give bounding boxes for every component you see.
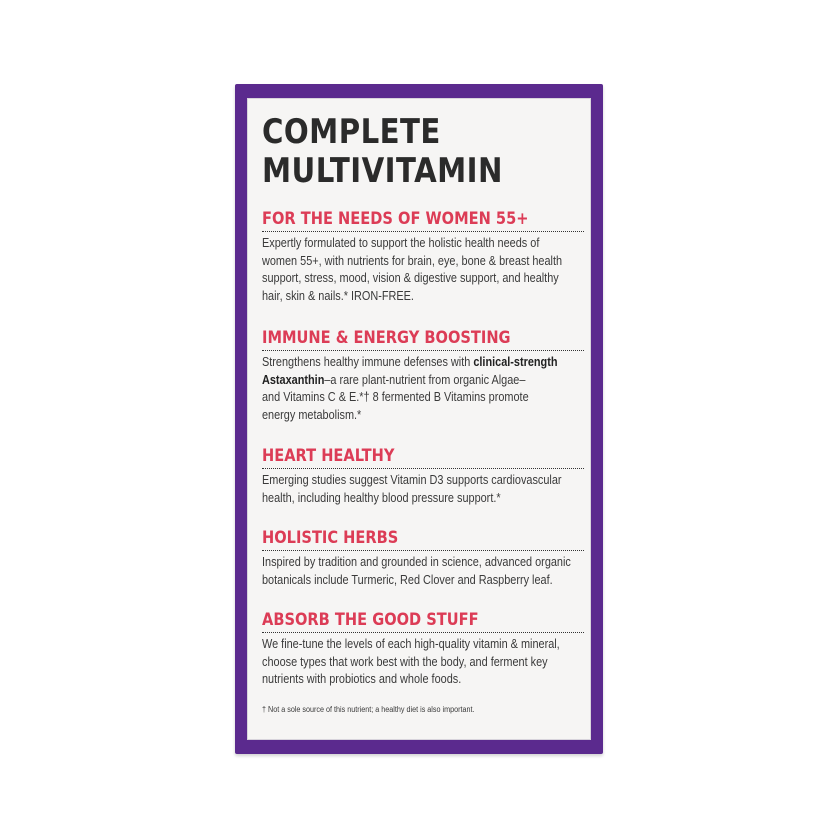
label-content-area (247, 98, 591, 740)
section-heading: FOR THE NEEDS OF WOMEN 55+ (262, 209, 529, 229)
section-heart-healthy (262, 446, 584, 507)
section-heading: HOLISTIC HERBS (262, 528, 399, 548)
section-body (262, 636, 584, 689)
product-label-panel (235, 84, 603, 754)
body-line (262, 372, 584, 390)
dotted-divider (262, 350, 584, 351)
body-text: Strengthens healthy immune defenses with (262, 355, 474, 369)
body-line: Inspired by tradition and grounded in science, advanced organic (262, 555, 571, 569)
body-line: We fine-tune the levels of each high-quality vitamin & mineral, (262, 637, 560, 651)
dotted-divider (262, 550, 584, 551)
body-text: –a rare plant-nutrient from organic Algae– (324, 372, 526, 387)
body-line: health, including healthy blood pressure support.* (262, 490, 501, 505)
body-line: hair, skin & nails.* IRON-FREE. (262, 288, 414, 303)
product-title-line-2: MULTIVITAMIN (262, 151, 503, 191)
body-line: Expertly formulated to support the holistic health needs of (262, 236, 540, 250)
section-women-55 (262, 209, 584, 305)
section-body (262, 354, 584, 424)
section-heading: IMMUNE & ENERGY BOOSTING (262, 328, 511, 348)
body-line: nutrients with probiotics and whole foods. (262, 672, 462, 687)
product-title-line-1: COMPLETE (262, 112, 441, 152)
footnote: † Not a sole source of this nutrient; a healthy diet is also important. (262, 705, 475, 714)
dotted-divider (262, 231, 584, 232)
body-line: support, stress, mood, vision & digestive support, and healthy (262, 271, 559, 286)
product-title (262, 113, 503, 191)
body-line (262, 354, 584, 372)
section-body (262, 235, 584, 305)
section-immune-energy (262, 328, 584, 424)
body-bold-text: Astaxanthin (262, 372, 325, 387)
body-line: energy metabolism.* (262, 407, 362, 422)
dotted-divider (262, 468, 584, 469)
dotted-divider (262, 632, 584, 633)
body-line: choose types that work best with the body, and ferment key (262, 654, 548, 669)
section-holistic-herbs (262, 528, 584, 589)
body-bold-text: clinical-strength (473, 355, 558, 369)
body-line: Emerging studies suggest Vitamin D3 supports cardiovascular (262, 473, 562, 487)
section-body (262, 472, 584, 507)
section-body (262, 554, 584, 589)
body-line: women 55+, with nutrients for brain, eye, bone & breast health (262, 253, 563, 268)
body-line: and Vitamins C & E.*† 8 fermented B Vitamins promote (262, 390, 529, 405)
section-heading: ABSORB THE GOOD STUFF (262, 610, 479, 630)
section-heading: HEART HEALTHY (262, 446, 395, 466)
section-absorb-good-stuff (262, 610, 584, 689)
body-line: botanicals include Turmeric, Red Clover and Raspberry leaf. (262, 572, 553, 587)
